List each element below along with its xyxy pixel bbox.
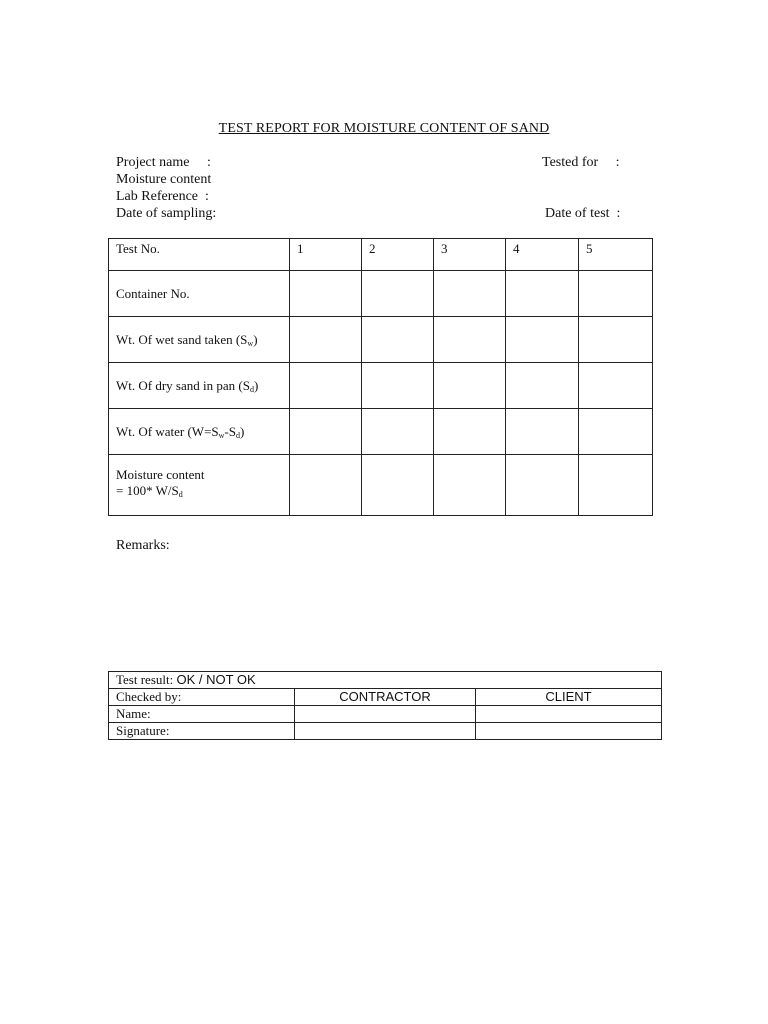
contractor-name-cell[interactable] [295, 706, 476, 723]
data-entry-cell[interactable] [290, 455, 362, 516]
water-label [109, 409, 290, 455]
water-suffix: ) [239, 423, 245, 439]
data-entry-cell[interactable] [290, 317, 362, 363]
water-subscript-d: d [235, 430, 240, 440]
page-title: TEST REPORT FOR MOISTURE CONTENT OF SAND [218, 121, 550, 136]
test-result-cell [109, 672, 662, 689]
data-entry-cell[interactable] [290, 409, 362, 455]
data-entry-cell[interactable] [579, 363, 653, 409]
test-number-row [109, 239, 653, 271]
date-of-test-label: Date of test : [545, 206, 621, 221]
test-number-cell: 2 [362, 239, 434, 271]
sign-off-table [108, 671, 662, 740]
remarks-label: Remarks: [116, 538, 170, 553]
moisture-formula: = 100* W/S [116, 483, 179, 498]
data-entry-cell[interactable] [290, 363, 362, 409]
water-subscript-w: w [218, 430, 225, 440]
dry-suffix: ) [253, 377, 259, 393]
client-header: CLIENT [476, 689, 662, 706]
dry-sand-text: Wt. Of dry sand in pan (S [116, 377, 250, 393]
container-row [109, 271, 653, 317]
test-result-value[interactable]: OK / NOT OK [176, 672, 256, 687]
moisture-line1: Moisture content [116, 467, 205, 482]
contractor-header: CONTRACTOR [295, 689, 476, 706]
data-entry-cell[interactable] [579, 271, 653, 317]
test-result-label: Test result: [116, 672, 174, 687]
data-entry-cell[interactable] [506, 455, 579, 516]
data-entry-cell[interactable] [362, 271, 434, 317]
name-label: Name: [109, 706, 295, 723]
container-label: Container No. [109, 271, 290, 317]
contractor-signature-cell[interactable] [295, 723, 476, 740]
checked-by-label: Checked by: [109, 689, 295, 706]
data-entry-cell[interactable] [506, 363, 579, 409]
test-number-cell: 5 [579, 239, 653, 271]
client-signature-cell[interactable] [476, 723, 662, 740]
wet-sand-text: Wt. Of wet sand taken (S [116, 331, 248, 347]
moisture-row [109, 455, 653, 516]
data-entry-cell[interactable] [579, 409, 653, 455]
lab-reference-label: Lab Reference : [116, 189, 209, 204]
data-entry-cell[interactable] [434, 317, 506, 363]
test-number-cell: 3 [434, 239, 506, 271]
data-entry-cell[interactable] [506, 317, 579, 363]
wet-sand-label [109, 317, 290, 363]
test-number-cell: 4 [506, 239, 579, 271]
data-entry-cell[interactable] [506, 271, 579, 317]
moisture-label [109, 455, 290, 516]
wet-suffix: ) [253, 331, 258, 347]
data-entry-cell[interactable] [579, 455, 653, 516]
wet-subscript: w [247, 338, 254, 348]
data-entry-cell[interactable] [506, 409, 579, 455]
data-entry-cell[interactable] [579, 317, 653, 363]
test-result-row [109, 672, 662, 689]
data-entry-cell[interactable] [362, 455, 434, 516]
data-entry-cell[interactable] [434, 363, 506, 409]
test-number-cell: 1 [290, 239, 362, 271]
dry-sand-row [109, 363, 653, 409]
name-row [109, 706, 662, 723]
water-row [109, 409, 653, 455]
data-entry-cell[interactable] [362, 363, 434, 409]
dry-sand-label [109, 363, 290, 409]
checked-by-row [109, 689, 662, 706]
data-entry-cell[interactable] [434, 271, 506, 317]
test-table [108, 238, 653, 516]
data-entry-cell[interactable] [434, 409, 506, 455]
moisture-content-label: Moisture content [116, 172, 212, 187]
signature-label: Signature: [109, 723, 295, 740]
test-no-header: Test No. [109, 239, 290, 271]
data-entry-cell[interactable] [434, 455, 506, 516]
data-entry-cell[interactable] [362, 409, 434, 455]
data-entry-cell[interactable] [362, 317, 434, 363]
water-minus: -S [224, 423, 236, 439]
data-entry-cell[interactable] [290, 271, 362, 317]
client-name-cell[interactable] [476, 706, 662, 723]
date-of-sampling-label: Date of sampling: [116, 206, 217, 221]
tested-for-label: Tested for : [542, 155, 620, 170]
wet-sand-row [109, 317, 653, 363]
moisture-subscript: d [178, 490, 183, 499]
project-name-label: Project name : [116, 155, 211, 170]
signature-row [109, 723, 662, 740]
dry-subscript: d [249, 384, 254, 394]
water-text: Wt. Of water (W=S [116, 423, 219, 439]
